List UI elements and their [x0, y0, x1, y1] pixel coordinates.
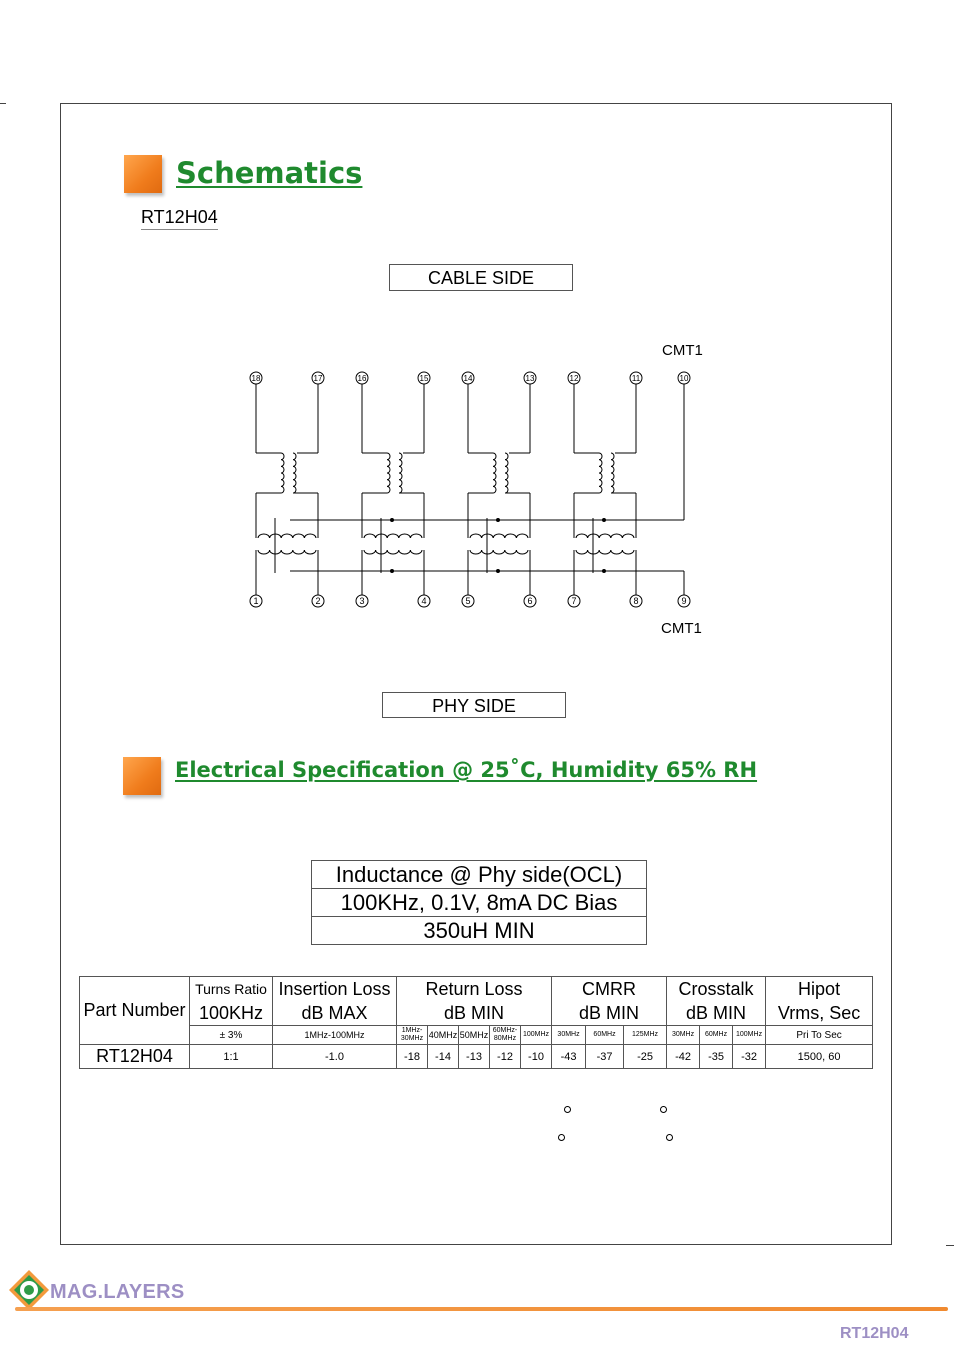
cmrr-freq: 125MHz	[624, 1026, 667, 1045]
row-return-loss: -18	[397, 1045, 428, 1069]
part-number-header: Part Number	[80, 977, 190, 1045]
pin-label-top	[418, 372, 430, 384]
svg-text:6: 6	[527, 596, 533, 606]
crosstalk-freq: 60MHz	[700, 1026, 733, 1045]
cmrr-header: CMRR	[552, 977, 667, 1002]
svg-text:15: 15	[419, 374, 429, 383]
svg-text:17: 17	[313, 374, 323, 383]
row-crosstalk: -42	[667, 1045, 700, 1069]
electrical-spec-heading: Electrical Specification @ 25˚C, Humidity 65% RH	[175, 758, 758, 782]
svg-text:3: 3	[359, 596, 365, 606]
crosstalk-freq: 30MHz	[667, 1026, 700, 1045]
footer-part-number: RT12H04	[840, 1325, 909, 1342]
hipot-header: Hipot	[766, 977, 873, 1002]
svg-text:1: 1	[253, 596, 259, 606]
pin-label-top	[356, 372, 368, 384]
pin-label-bottom	[678, 595, 690, 607]
pin-label-top	[312, 372, 324, 384]
svg-text:8: 8	[633, 596, 639, 606]
insertion-loss-header: Insertion Loss	[273, 977, 397, 1002]
return-loss-freq: 60MHz-80MHz	[490, 1026, 521, 1045]
note-marker	[558, 1134, 565, 1141]
insertion-loss-range: 1MHz-100MHz	[273, 1026, 397, 1045]
svg-text:10: 10	[679, 374, 689, 383]
row-turns-ratio: 1:1	[190, 1045, 273, 1069]
svg-text:12: 12	[569, 374, 579, 383]
turns-ratio-freq: 100KHz	[190, 1001, 273, 1026]
svg-text:18: 18	[251, 374, 261, 383]
svg-text:5: 5	[465, 596, 471, 606]
hipot-unit: Vrms, Sec	[766, 1001, 873, 1026]
turns-ratio-tolerance: ± 3%	[190, 1026, 273, 1045]
row-return-loss: -10	[521, 1045, 552, 1069]
row-return-loss: -14	[428, 1045, 459, 1069]
pin-label-bottom	[462, 595, 474, 607]
svg-text:4: 4	[421, 596, 427, 606]
footer-bar	[15, 1307, 948, 1311]
cmt-bottom-label: CMT1	[661, 620, 702, 637]
svg-text:2: 2	[315, 596, 321, 606]
brand-name: MAG.LAYERS	[50, 1281, 185, 1303]
pin-label-bottom	[524, 595, 536, 607]
schematic-part-label: RT12H04	[141, 207, 218, 230]
phy-side-label: PHY SIDE	[382, 692, 566, 718]
insertion-loss-unit: dB MAX	[273, 1001, 397, 1026]
svg-text:13: 13	[525, 374, 535, 383]
turns-ratio-header: Turns Ratio	[190, 977, 273, 1002]
cable-side-label: CABLE SIDE	[389, 264, 573, 291]
pin-label-bottom	[630, 595, 642, 607]
row-crosstalk: -32	[733, 1045, 766, 1069]
crosstalk-unit: dB MIN	[667, 1001, 766, 1026]
return-loss-freq: 50MHz	[459, 1026, 490, 1045]
pin-label-top	[250, 372, 262, 384]
hipot-sub: Pri To Sec	[766, 1026, 873, 1045]
svg-text:9: 9	[681, 596, 687, 606]
svg-text:16: 16	[357, 374, 367, 383]
row-return-loss: -12	[490, 1045, 521, 1069]
return-loss-freq: 40MHz	[428, 1026, 459, 1045]
pin-label-top	[462, 372, 474, 384]
pin-label-bottom	[250, 595, 262, 607]
schematics-heading: Schematics	[176, 156, 363, 190]
row-cmrr: -37	[586, 1045, 624, 1069]
row-crosstalk: -35	[700, 1045, 733, 1069]
pin-label-top	[678, 372, 690, 384]
pin-label-bottom	[356, 595, 368, 607]
return-loss-unit: dB MIN	[397, 1001, 552, 1026]
crosstalk-freq: 100MHz	[733, 1026, 766, 1045]
return-loss-freq: 100MHz	[521, 1026, 552, 1045]
note-marker	[564, 1106, 571, 1113]
svg-text:11: 11	[631, 374, 641, 383]
row-cmrr: -43	[552, 1045, 586, 1069]
electrical-spec-table	[79, 976, 873, 1069]
row-insertion-loss: -1.0	[273, 1045, 397, 1069]
margin-tick-left	[0, 103, 6, 104]
svg-text:7: 7	[571, 596, 577, 606]
pin-label-bottom	[568, 595, 580, 607]
pin-label-top	[524, 372, 536, 384]
pin-label-bottom	[312, 595, 324, 607]
note-marker	[666, 1134, 673, 1141]
row-hipot: 1500, 60	[766, 1045, 873, 1069]
cmt-top-label: CMT1	[662, 342, 703, 359]
inductance-line-2: 100KHz, 0.1V, 8mA DC Bias	[312, 889, 647, 917]
cmrr-unit: dB MIN	[552, 1001, 667, 1026]
cmrr-freq: 30MHz	[552, 1026, 586, 1045]
crosstalk-header: Crosstalk	[667, 977, 766, 1002]
note-marker	[660, 1106, 667, 1113]
maglayers-logo-icon	[8, 1269, 50, 1311]
section-bullet-square	[123, 757, 161, 795]
return-loss-header: Return Loss	[397, 977, 552, 1002]
schematic-diagram	[238, 338, 718, 643]
cmrr-freq: 60MHz	[586, 1026, 624, 1045]
pin-label-bottom	[418, 595, 430, 607]
row-part-number: RT12H04	[80, 1045, 190, 1069]
inductance-table	[311, 860, 647, 945]
svg-text:14: 14	[463, 374, 473, 383]
margin-tick-right	[946, 1245, 954, 1246]
return-loss-freq: 1MHz-30MHz	[397, 1026, 428, 1045]
row-return-loss: -13	[459, 1045, 490, 1069]
row-cmrr: -25	[624, 1045, 667, 1069]
section-bullet-square	[124, 155, 162, 193]
inductance-line-3: 350uH MIN	[312, 917, 647, 945]
pin-label-top	[568, 372, 580, 384]
inductance-line-1: Inductance @ Phy side(OCL)	[312, 861, 647, 889]
pin-label-top	[630, 372, 642, 384]
